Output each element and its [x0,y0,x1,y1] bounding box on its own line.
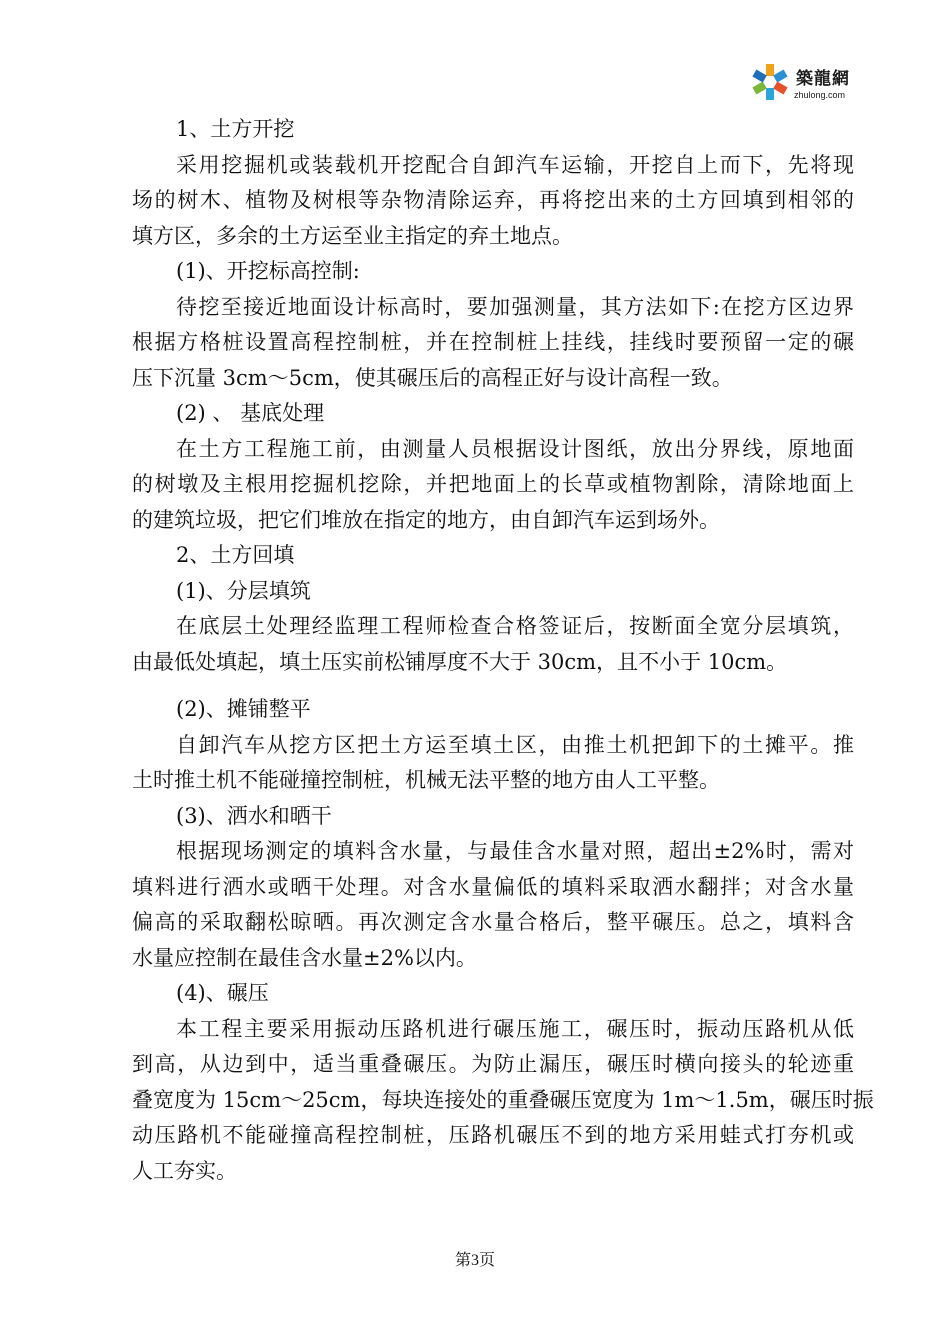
paragraph-line: 填方区，多余的土方运至业主指定的弃土地点。 [132,223,573,248]
logo-domain: zhulong.com [794,90,846,100]
paragraph-line: 动压路机不能碰撞高程控制桩，压路机碾压不到的地方采用蛙式打夯机或 [132,1123,854,1147]
paragraph-line: 的建筑垃圾，把它们堆放在指定的地方，由自卸汽车运到场外。 [132,507,720,532]
paragraph-line: 水量应控制在最佳含水量±2%以内。 [132,945,477,970]
paragraph-line: 叠宽度为 15cm～25cm，每块连接处的重叠碾压宽度为 1m～1.5m，碾压时振 [132,1087,874,1112]
paragraph-line: 由最低处填起，填土压实前松铺厚度不大于 30cm，且不小于 10cm。 [132,649,788,674]
paragraph-line: 待挖至接近地面设计标高时，要加强测量，其方法如下:在挖方区边界 [176,294,854,319]
paragraph-line: 自卸汽车从挖方区把土方运至填土区，由推土机把卸下的土摊平。推 [176,732,854,757]
subheading-base-treatment: (2) 、 基底处理 [176,401,325,425]
subheading-spreading-leveling: (2)、摊铺整平 [176,697,311,721]
paragraph-line: 在底层土处理经监理工程师检查合格签证后，按断面全宽分层填筑， [176,614,854,638]
subheading-elevation-control: (1)、开挖标高控制: [176,259,360,283]
logo-name: 築龍網 [796,69,850,89]
paragraph-line: 根据现场测定的填料含水量，与最佳含水量对照，超出±2%时，需对 [176,839,854,863]
paragraph-line: 本工程主要采用振动压路机进行碾压施工，碾压时，振动压路机从低 [176,1016,854,1041]
page-number: 第3页 [454,1252,495,1269]
paragraph-line: 的树墩及主根用挖掘机挖除，并把地面上的长草或植物割除，清除地面上 [132,472,854,496]
paragraph-line: 压下沉量 3cm～5cm，使其碾压后的高程正好与设计高程一致。 [132,365,733,390]
subheading-layered-filling: (1)、分层填筑 [176,578,311,603]
paragraph-gap [132,680,854,692]
snowflake-logo-icon [750,62,790,102]
paragraph-line: 人工夯实。 [132,1158,237,1183]
zhulong-logo [750,62,858,106]
heading-earth-excavation: 1、土方开挖 [176,117,295,141]
heading-earth-backfill: 2、土方回填 [176,543,295,567]
paragraph-line: 到高，从边到中，适当重叠碾压。为防止漏压，碾压时横向接头的轮迹重 [132,1052,854,1076]
paragraph-line: 场的树木、植物及树根等杂物清除运弃，再将挖出来的土方回填到相邻的 [132,188,854,212]
paragraph-line: 土时推土机不能碰撞控制桩，机械无法平整的地方由人工平整。 [132,768,720,792]
paragraph-line: 采用挖掘机或装载机开挖配合自卸汽车运输，开挖自上而下，先将现 [176,152,854,177]
document-body [132,112,874,1189]
subheading-watering-drying: (3)、洒水和晒干 [176,803,332,828]
paragraph-line: 在土方工程施工前，由测量人员根据设计图纸，放出分界线，原地面 [176,436,854,461]
paragraph-line: 填料进行洒水或晒干处理。对含水量偏低的填料采取洒水翻拌；对含水量 [132,874,854,899]
paragraph-line: 偏高的采取翻松晾晒。再次测定含水量合格后，整平碾压。总之，填料含 [132,910,854,934]
subheading-compaction: (4)、碾压 [176,981,269,1005]
paragraph-line: 根据方格桩设置高程控制桩，并在控制桩上挂线，挂线时要预留一定的碾 [132,330,854,354]
